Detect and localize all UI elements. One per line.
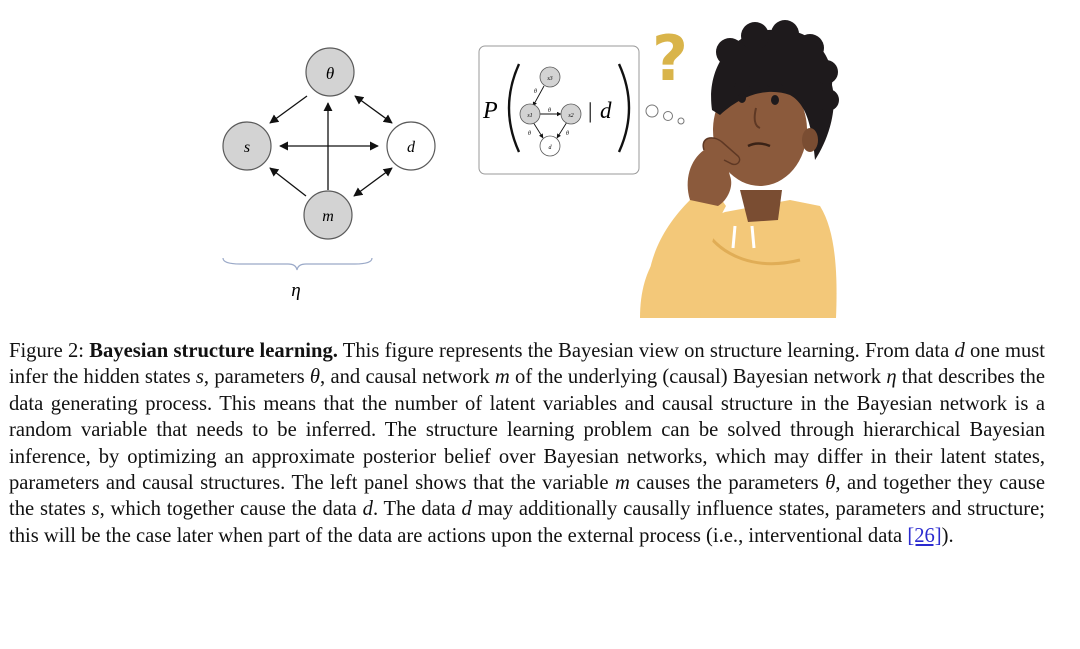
caption-text-6: that describes the data generating process. This means that the number of latent variables and causal structure in the Bayesian network is a random variable that needs to be inferred. The structure learning problem can be solved through hierarchical Bayesian inference, by optimizing an approximate posterior belief over Bayesian networks, which may differ in their latent states, parameters and causal structures. The left panel shows that the variable <box>9 366 1045 495</box>
node-s <box>223 122 271 170</box>
thought-box <box>479 46 639 174</box>
question-mark-icon: ? <box>652 22 688 95</box>
caption-title: Bayesian structure learning. <box>89 340 338 362</box>
caption-label: Figure 2: <box>9 340 85 362</box>
mini-node-d <box>540 136 560 156</box>
caption-text-5: of the underlying (causal) Bayesian network <box>509 366 887 389</box>
mini-theta-2: θ <box>548 108 551 114</box>
node-m-label: m <box>322 208 334 225</box>
node-theta <box>306 48 354 96</box>
given-bar: | <box>588 98 593 123</box>
math-var-theta: θ <box>825 472 836 495</box>
caption-text-7: causes the parameters <box>629 472 826 495</box>
hoodie-string-left <box>733 226 735 248</box>
caption-text-10: . The data <box>372 498 462 521</box>
node-m <box>304 191 352 239</box>
mini-node-d-label: d <box>548 145 552 151</box>
citation-link[interactable]: [26] <box>907 524 942 547</box>
given-d: d <box>600 98 612 123</box>
node-d-label: d <box>407 139 415 156</box>
bayes-net-diagram <box>223 48 435 301</box>
edge-theta-d <box>355 96 392 123</box>
math-var-s: s <box>91 498 100 521</box>
prob-P: P <box>483 98 498 124</box>
mini-theta-3: θ <box>528 131 531 137</box>
caption-text-3: , parameters <box>203 366 310 389</box>
math-var-d: d <box>954 340 965 362</box>
math-var-d: d <box>461 498 472 521</box>
math-var-eta: η <box>886 366 897 389</box>
node-d <box>387 122 435 170</box>
edge-m-to-s <box>270 168 306 196</box>
mini-node-s1-label: s1 <box>527 113 533 119</box>
eta-label: η <box>291 280 301 301</box>
caption-text-8: , and together they cause the states <box>9 472 1045 521</box>
math-var-d: d <box>362 498 373 521</box>
edge-m-d <box>354 168 392 196</box>
math-var-theta: θ <box>309 366 321 389</box>
curly-brace <box>223 258 372 270</box>
mini-node-s1 <box>520 104 540 124</box>
hoodie-string-right <box>752 226 754 248</box>
mini-node-s2 <box>561 104 581 124</box>
caption-text-4: , and causal network <box>320 366 495 389</box>
caption-text-2: one must infer the hidden states <box>9 340 1046 389</box>
caption-text-9: , which together cause the data <box>99 498 363 521</box>
ear <box>802 128 818 152</box>
figure-caption <box>9 338 1045 549</box>
mini-theta-1: θ <box>534 89 537 95</box>
figure-area <box>0 0 1080 320</box>
mini-node-s2-label: s2 <box>568 113 574 119</box>
node-s-label: s <box>243 139 251 156</box>
mini-theta-4: θ <box>566 131 569 137</box>
mini-node-s3 <box>540 67 560 87</box>
eye-left <box>738 93 746 103</box>
math-var-s: s <box>195 366 204 389</box>
thought-bubbles <box>646 105 684 124</box>
math-var-m: m <box>494 366 510 389</box>
node-theta-label: θ <box>325 64 335 83</box>
math-var-m: m <box>615 472 630 495</box>
edge-theta-to-s <box>270 96 307 123</box>
mini-node-s3-label: s3 <box>547 76 553 82</box>
eye-right <box>771 95 779 105</box>
figure-svg <box>0 0 1080 320</box>
caption-text-12: ). <box>941 524 954 547</box>
caption-text-11: may additionally causally influence states, parameters and structure; this will be the case later when part of the data are actions upon the external process (i.e., interventional data <box>9 498 1046 547</box>
caption-text-1: This figure represents the Bayesian view on structure learning. From data <box>337 340 955 362</box>
